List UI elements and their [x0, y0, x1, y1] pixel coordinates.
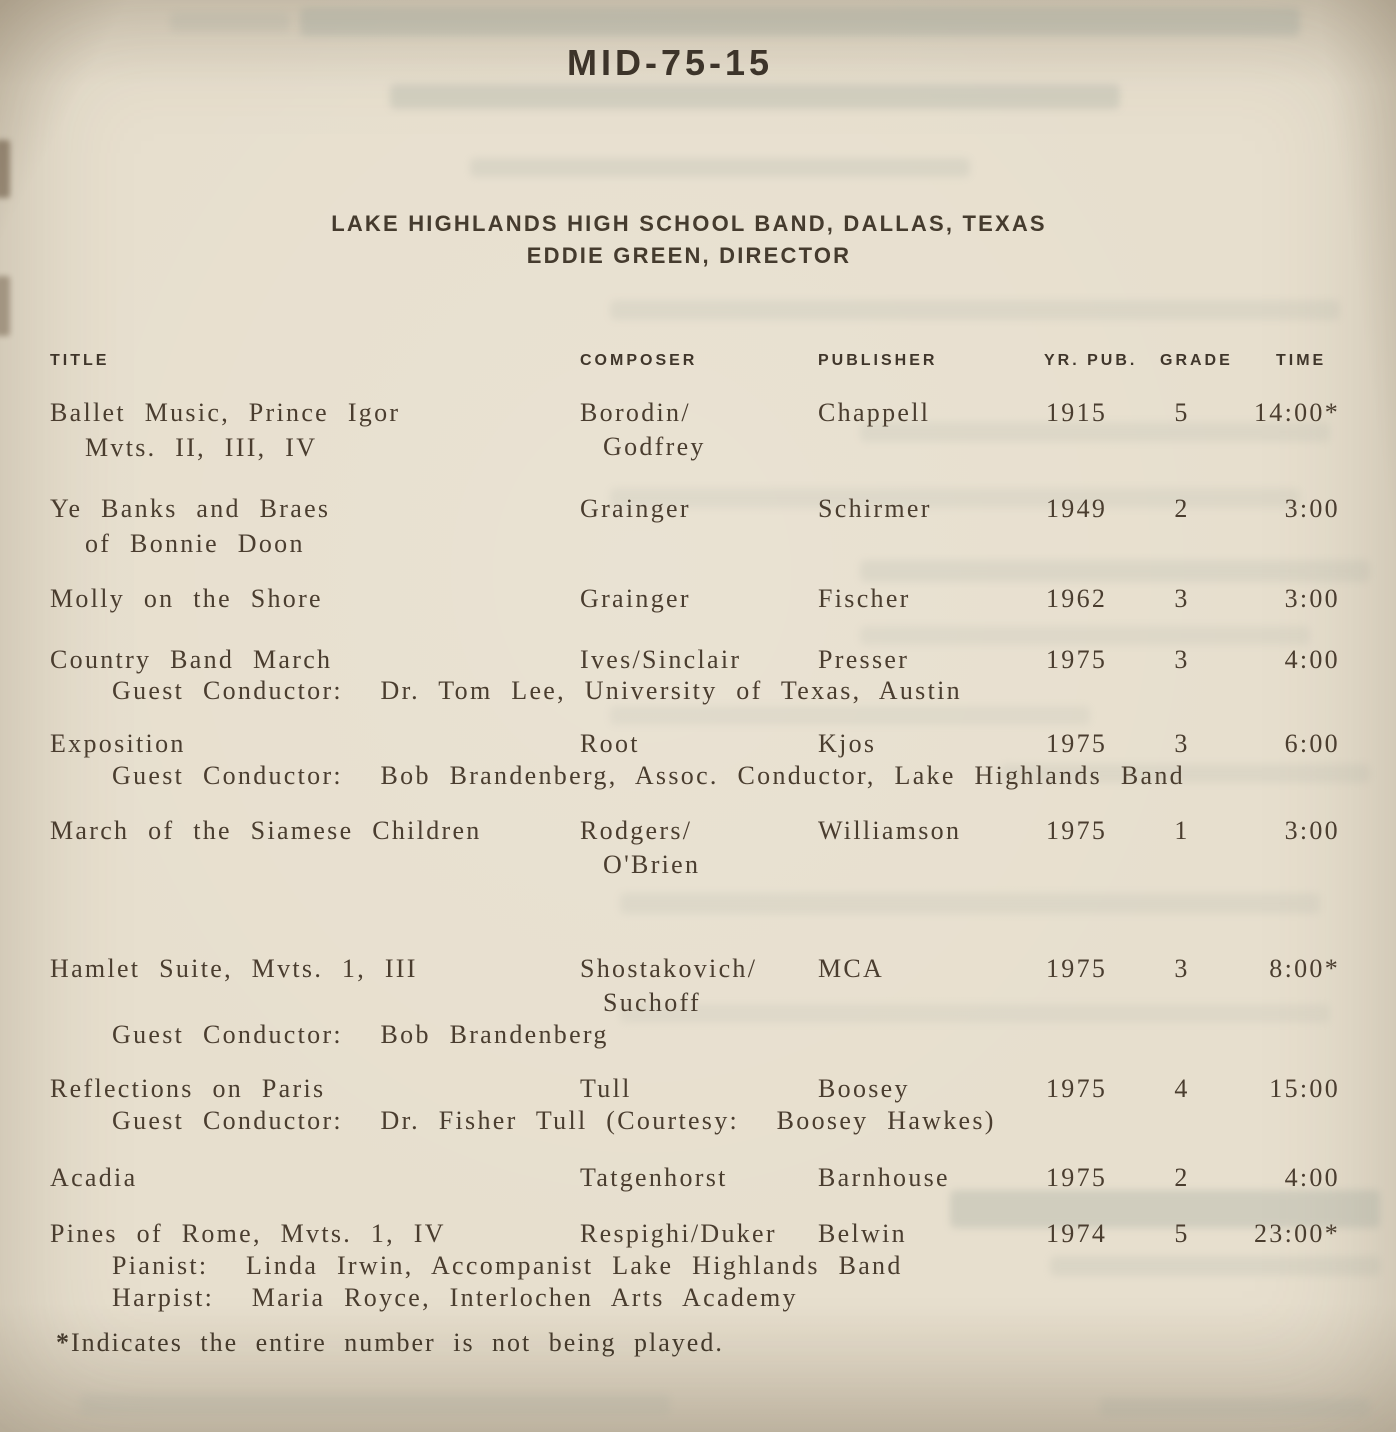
piece-yr-pub: 1975 [1046, 954, 1108, 983]
piece-composer: Shostakovich/ [580, 954, 758, 983]
piece-publisher: Schirmer [818, 494, 932, 523]
column-header-grade: GRADE [1160, 352, 1233, 369]
footnote-asterisk: * [56, 1328, 71, 1357]
piece-grade: 3 [1174, 954, 1190, 983]
column-header-publisher: PUBLISHER [818, 352, 938, 369]
piece-publisher: MCA [818, 954, 885, 983]
bleed-through-ghost [80, 1394, 670, 1415]
program-row [0, 398, 1396, 462]
piece-publisher: Williamson [818, 816, 962, 845]
piece-composer: Root [580, 729, 640, 758]
piece-time: 23:00* [1253, 1219, 1340, 1248]
piece-time: 8:00* [1269, 954, 1340, 983]
piece-time: 3:00 [1284, 816, 1340, 845]
piece-time: 15:00 [1269, 1074, 1340, 1103]
piece-grade: 2 [1174, 1163, 1190, 1192]
piece-publisher: Kjos [818, 729, 877, 758]
bleed-through-ghost [860, 626, 1310, 645]
band-title: LAKE HIGHLANDS HIGH SCHOOL BAND, DALLAS, TEXAS [331, 211, 1047, 236]
page-edge-mark [0, 140, 10, 198]
piece-composer: Tull [580, 1074, 632, 1103]
piece-composer: Grainger [580, 494, 691, 523]
piece-yr-pub: 1975 [1046, 645, 1108, 674]
piece-title: Reflections on Paris [50, 1074, 326, 1103]
piece-publisher: Belwin [818, 1219, 907, 1248]
piece-time: 3:00 [1284, 494, 1340, 523]
piece-time: 14:00* [1253, 398, 1340, 427]
program-row [0, 816, 1396, 879]
program-row [0, 1163, 1396, 1203]
piece-title: Molly on the Shore [50, 584, 323, 613]
bleed-through-ghost [390, 84, 1120, 109]
piece-yr-pub: 1974 [1046, 1219, 1108, 1248]
piece-title: Exposition [50, 729, 186, 758]
piece-title: Ye Banks and Braes [50, 494, 331, 523]
band-director: EDDIE GREEN, DIRECTOR [526, 243, 852, 268]
piece-yr-pub: 1975 [1046, 816, 1108, 845]
column-header-time: TIME [1276, 352, 1327, 369]
piece-composer: Rodgers/ [580, 816, 693, 845]
piece-composer-line2: Suchoff [603, 988, 701, 1017]
piece-time: 4:00 [1284, 645, 1340, 674]
bleed-through-ghost [620, 1004, 1330, 1023]
piece-title: Pines of Rome, Mvts. 1, IV [50, 1219, 446, 1248]
program-row [0, 1074, 1396, 1135]
piece-grade: 2 [1174, 494, 1190, 523]
piece-composer-line2: O'Brien [603, 850, 701, 879]
piece-title: Country Band March [50, 645, 333, 674]
piece-time: 6:00 [1284, 729, 1340, 758]
piece-composer-line2: Godfrey [603, 432, 706, 461]
piece-grade: 3 [1174, 729, 1190, 758]
footnote [56, 1328, 724, 1358]
column-header-title: TITLE [50, 352, 110, 369]
piece-grade: 5 [1174, 1219, 1190, 1248]
program-row [0, 494, 1396, 558]
piece-publisher: Barnhouse [818, 1163, 950, 1192]
piece-grade: 3 [1174, 584, 1190, 613]
program-row [0, 954, 1396, 1049]
bleed-through-ghost [1050, 1256, 1380, 1276]
piece-grade: 1 [1174, 816, 1190, 845]
piece-title: Acadia [50, 1163, 138, 1192]
bleed-through-ghost [860, 560, 1370, 582]
piece-title: Ballet Music, Prince Igor [50, 398, 401, 427]
column-header-composer: COMPOSER [580, 352, 698, 369]
guest-conductor-note: Guest Conductor: Bob Brandenberg, Assoc. Conductor, Lake Highlands Band [112, 761, 1185, 790]
program-row [0, 729, 1396, 790]
piece-yr-pub: 1962 [1046, 584, 1108, 613]
piece-title: Hamlet Suite, Mvts. 1, III [50, 954, 418, 983]
document-id: MID-75-15 [566, 42, 774, 83]
bleed-through-ghost [300, 8, 1300, 36]
piece-yr-pub: 1975 [1046, 1163, 1108, 1192]
piece-composer: Tatgenhorst [580, 1163, 728, 1192]
piece-grade: 5 [1174, 398, 1190, 427]
piece-yr-pub: 1915 [1046, 398, 1108, 427]
column-header-yr-pub: YR. PUB. [1044, 352, 1138, 369]
piece-time: 4:00 [1284, 1163, 1340, 1192]
piece-composer: Respighi/Duker [580, 1219, 777, 1248]
piece-publisher: Fischer [818, 584, 911, 613]
program-row [0, 645, 1396, 705]
program-row [0, 1219, 1396, 1312]
piece-title-line2: Mvts. II, III, IV [85, 433, 318, 462]
piece-publisher: Boosey [818, 1074, 910, 1103]
bleed-through-ghost [610, 300, 1340, 320]
bleed-through-ghost [1100, 1398, 1370, 1417]
pianist-note: Pianist: Linda Irwin, Accompanist Lake Highlands Band [112, 1251, 903, 1280]
piece-time: 3:00 [1284, 584, 1340, 613]
piece-composer: Borodin/ [580, 398, 691, 427]
piece-yr-pub: 1975 [1046, 1074, 1108, 1103]
piece-grade: 4 [1174, 1074, 1190, 1103]
bleed-through-ghost [620, 893, 1320, 914]
piece-grade: 3 [1174, 645, 1190, 674]
piece-title: March of the Siamese Children [50, 816, 482, 845]
guest-conductor-note: Guest Conductor: Dr. Tom Lee, University of Texas, Austin [112, 676, 962, 705]
footnote-text: Indicates the entire number is not being played. [71, 1328, 724, 1357]
piece-publisher: Presser [818, 645, 910, 674]
program-row [0, 584, 1396, 624]
bleed-through-ghost [170, 12, 290, 32]
guest-conductor-note: Guest Conductor: Bob Brandenberg [112, 1020, 609, 1049]
guest-conductor-note: Guest Conductor: Dr. Fisher Tull (Courtesy: Boosey Hawkes) [112, 1106, 996, 1135]
bleed-through-ghost [470, 158, 970, 177]
piece-yr-pub: 1975 [1046, 729, 1108, 758]
piece-yr-pub: 1949 [1046, 494, 1108, 523]
band-header [0, 208, 1378, 272]
page-edge-mark [0, 276, 10, 336]
piece-composer: Grainger [580, 584, 691, 613]
harpist-note: Harpist: Maria Royce, Interlochen Arts Academy [112, 1283, 798, 1312]
piece-publisher: Chappell [818, 398, 931, 427]
piece-title-line2: of Bonnie Doon [85, 529, 305, 558]
bleed-through-ghost [610, 706, 1090, 725]
piece-composer: Ives/Sinclair [580, 645, 742, 674]
